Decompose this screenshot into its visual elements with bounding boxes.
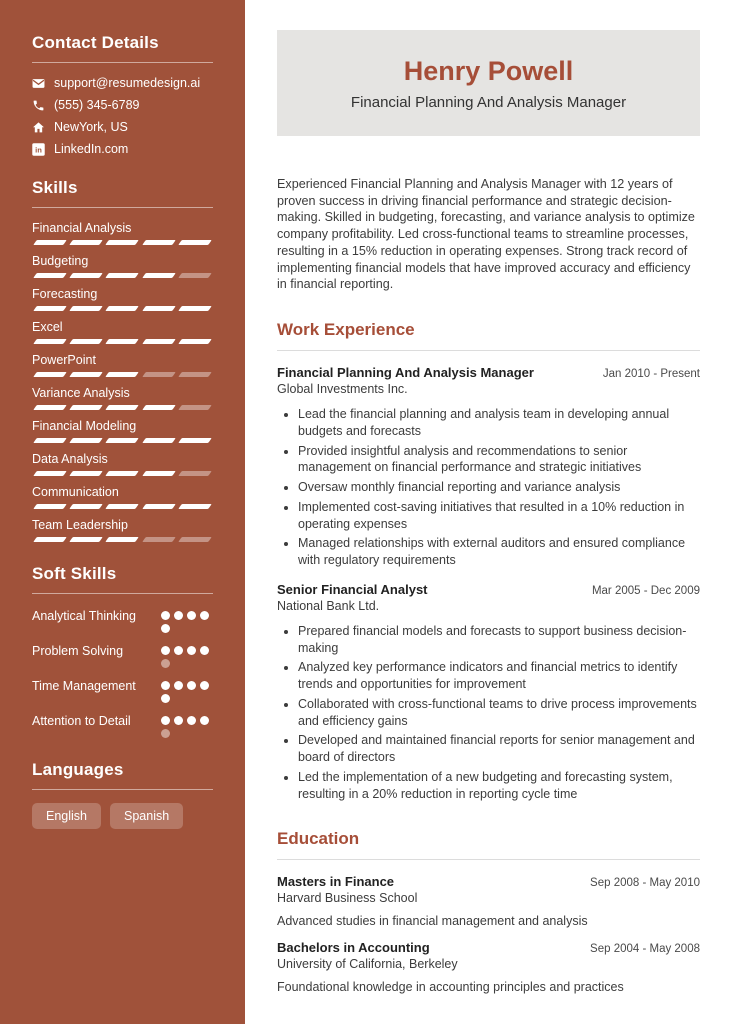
skill-name: Financial Analysis — [32, 221, 132, 235]
contact-item-email — [32, 76, 213, 90]
skill-name: PowerPoint — [32, 353, 96, 367]
soft-skill-rating-dots — [161, 712, 213, 738]
contact-email-text: support@resumedesign.ai — [54, 76, 201, 90]
education-entry — [277, 940, 700, 994]
skill-name: Variance Analysis — [32, 386, 130, 400]
sidebar — [0, 0, 245, 1024]
job-company: National Bank Ltd. — [277, 598, 380, 613]
soft-skill-name: Attention to Detail — [32, 714, 131, 728]
languages-section — [32, 760, 213, 829]
soft-skill-name: Problem Solving — [32, 644, 124, 658]
soft-skill-name: Analytical Thinking — [32, 609, 136, 623]
linkedin-icon — [32, 143, 45, 156]
skill-item — [32, 485, 213, 509]
skill-name: Forecasting — [32, 287, 98, 301]
skill-item — [32, 386, 213, 410]
skill-level-bar — [32, 240, 213, 245]
skill-level-bar — [32, 372, 213, 377]
job-bullet: • Led the implementation of a new budgeting and forecasting system, resulting in a 20% reduction in reporting cycle time — [298, 769, 700, 803]
skill-item — [32, 221, 213, 245]
job-bullet-list — [277, 623, 700, 803]
email-icon — [32, 77, 45, 90]
work-experience-heading: Work Experience — [277, 320, 700, 351]
soft-skill-item — [32, 642, 213, 668]
job-entry — [277, 582, 700, 803]
soft-skill-item — [32, 677, 213, 703]
soft-skills-section — [32, 564, 213, 738]
contact-heading: Contact Details — [32, 33, 213, 63]
contact-item-phone — [32, 98, 213, 112]
job-bullet-list — [277, 406, 700, 569]
main-content — [245, 0, 730, 1024]
languages-heading: Languages — [32, 760, 213, 790]
skill-item — [32, 320, 213, 344]
job-bullet: • Oversaw monthly financial reporting and variance analysis — [298, 479, 700, 496]
skill-item — [32, 419, 213, 443]
skill-item — [32, 452, 213, 476]
job-bullet: • Collaborated with cross-functional teams to drive process improvements and efficiency gains — [298, 696, 700, 730]
school-name: University of California, Berkeley — [277, 957, 458, 972]
phone-icon — [32, 99, 45, 112]
soft-skill-item — [32, 607, 213, 633]
job-title: Senior Financial Analyst — [277, 581, 428, 597]
skill-name: Data Analysis — [32, 452, 108, 466]
education-description: Advanced studies in financial management and analysis — [277, 914, 588, 929]
skill-level-bar — [32, 405, 213, 410]
skill-item — [32, 353, 213, 377]
job-title: Financial Planning And Analysis Manager — [277, 365, 534, 381]
degree-title: Masters in Finance — [277, 874, 395, 890]
work-experience-section — [277, 320, 700, 802]
contact-linkedin-text: LinkedIn.com — [54, 142, 129, 156]
job-dates: Jan 2010 - Present — [602, 368, 700, 381]
job-dates: Mar 2005 - Dec 2009 — [591, 584, 700, 597]
job-bullet: • Prepared financial models and forecasts to support business decision-making — [298, 623, 700, 657]
soft-skill-name: Time Management — [32, 679, 136, 693]
contact-item-location — [32, 120, 213, 134]
summary-paragraph: Experienced Financial Planning and Analysis Manager with 12 years of proven success in driving financial performance and strategic decision-making. Skilled in budgeting, forecasting, and variance analysis to optimize company profitability. Led cross-functional teams to streamline processes, resulting in a 15% reduction in operating expenses. Strong track record of implementing financial models that have improved accuracy and efficiency in financial reporting. — [277, 177, 695, 292]
candidate-name: Henry Powell — [403, 56, 574, 86]
skill-item — [32, 254, 213, 278]
skill-level-bar — [32, 339, 213, 344]
skill-level-bar — [32, 273, 213, 278]
skill-name: Financial Modeling — [32, 419, 137, 433]
contact-item-linkedin — [32, 142, 213, 156]
soft-skill-rating-dots — [161, 607, 213, 633]
education-dates: Sep 2008 - May 2010 — [590, 877, 700, 890]
contact-phone-text: (555) 345-6789 — [54, 98, 140, 112]
skills-heading: Skills — [32, 178, 213, 208]
skill-level-bar — [32, 438, 213, 443]
job-bullet: • Managed relationships with external auditors and ensured compliance with regulatory requirements — [298, 535, 700, 569]
education-description: Foundational knowledge in accounting principles and practices — [277, 980, 624, 995]
skill-item — [32, 287, 213, 311]
home-icon — [32, 121, 45, 134]
job-bullet: • Provided insightful analysis and recommendations to senior management on financial performance and strategic initiatives — [298, 443, 700, 477]
job-company: Global Investments Inc. — [277, 382, 408, 397]
education-heading: Education — [277, 829, 700, 860]
job-entry — [277, 365, 700, 569]
skill-name: Team Leadership — [32, 518, 128, 532]
education-entry — [277, 874, 700, 928]
soft-skill-rating-dots — [161, 677, 213, 703]
skill-item — [32, 518, 213, 542]
education-dates: Sep 2004 - May 2008 — [590, 943, 700, 956]
skill-name: Budgeting — [32, 254, 89, 268]
degree-title: Bachelors in Accounting — [277, 940, 430, 956]
job-bullet: • Analyzed key performance indicators and financial metrics to identify trends and opportunities for improvement — [298, 659, 700, 693]
skill-level-bar — [32, 504, 213, 509]
job-bullet: • Developed and maintained financial reports for senior management and board of directors — [298, 732, 700, 766]
language-pill: English — [32, 803, 101, 829]
svg-text:in: in — [35, 144, 42, 154]
skill-level-bar — [32, 537, 213, 542]
candidate-title: Financial Planning And Analysis Manager — [350, 94, 627, 111]
soft-skill-rating-dots — [161, 642, 213, 668]
job-bullet: • Lead the financial planning and analysis team in developing annual budgets and forecasts — [298, 406, 700, 440]
skill-name: Excel — [32, 320, 63, 334]
language-pill: Spanish — [110, 803, 183, 829]
skills-section — [32, 178, 213, 542]
job-bullet: • Implemented cost-saving initiatives that resulted in a 10% reduction in operating expenses — [298, 499, 700, 533]
soft-skill-item — [32, 712, 213, 738]
contact-location-text: NewYork, US — [54, 120, 128, 134]
education-section — [277, 829, 700, 994]
school-name: Harvard Business School — [277, 891, 418, 906]
contact-section — [32, 33, 213, 156]
skill-level-bar — [32, 471, 213, 476]
resume-header — [277, 30, 700, 136]
soft-skills-heading: Soft Skills — [32, 564, 213, 594]
skill-level-bar — [32, 306, 213, 311]
skill-name: Communication — [32, 485, 119, 499]
